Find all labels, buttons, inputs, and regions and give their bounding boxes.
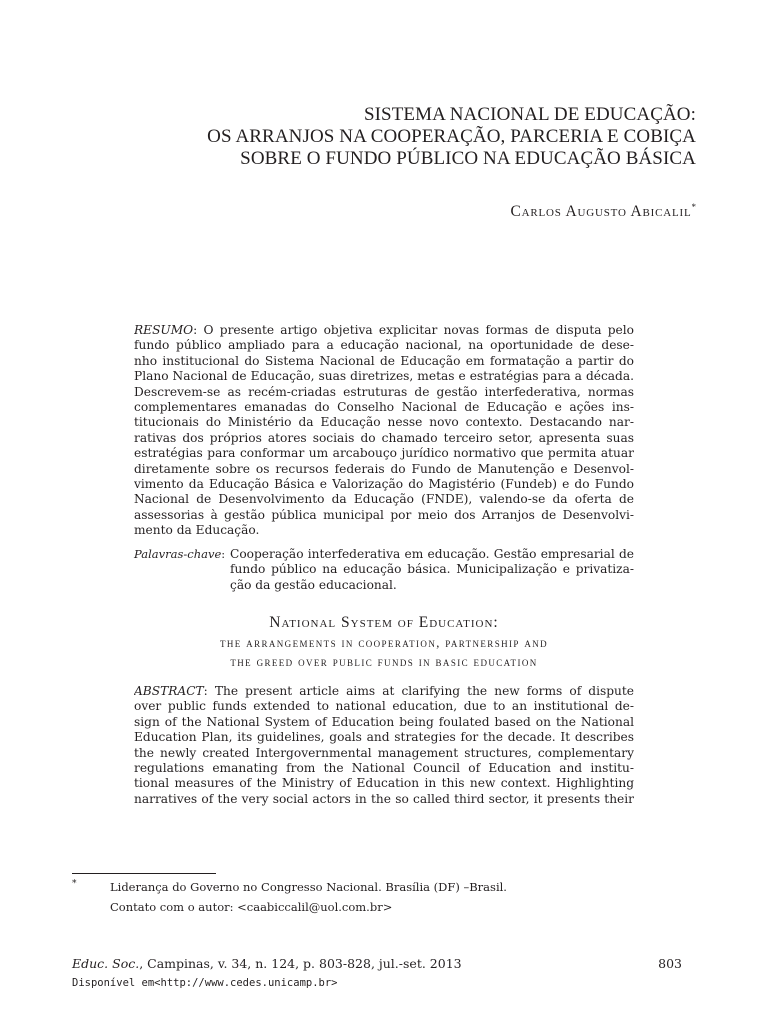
resumo-line-7: titucionais do Ministério da Educação nesse novo contexto. Destacando nar- — [134, 415, 634, 430]
title-line-3: SOBRE O FUNDO PÚBLICO NA EDUCAÇÃO BÁSICA — [240, 148, 696, 169]
resumo-paragraph — [134, 323, 634, 539]
resumo-line-6: complementares emanadas do Conselho Nacional de Educação e ações ins- — [134, 400, 634, 415]
resumo-line-8: rativas dos próprios atores sociais do chamado terceiro setor, apresenta suas — [134, 430, 634, 445]
footnote-divider — [72, 873, 216, 874]
resumo-line-11: vimento da Educação Básica e Valorização do Magistério (Fundeb) e do Fundo — [134, 477, 634, 492]
author-byline — [510, 202, 696, 221]
keywords-lines — [230, 547, 634, 593]
abstract-label: ABSTRACT — [134, 684, 204, 698]
abstract-paragraph — [134, 684, 634, 807]
resumo-line-13: assessorias à gestão pública municipal por meio dos Arranjos de Desenvolvi- — [134, 507, 634, 522]
english-title-line-2: the arrangements in cooperation, partnership and — [219, 636, 549, 650]
abstract-line-3: sign of the National System of Education being foulated based on the National — [134, 714, 634, 729]
keywords-line-2: fundo público na educação básica. Municipalização e privatiza- — [230, 562, 634, 577]
abstract-line — [134, 684, 634, 699]
journal-details: , Campinas, v. 34, n. 124, p. 803-828, jul.-set. 2013 — [139, 956, 462, 971]
resumo-line — [134, 323, 634, 338]
resumo-line-3: nho institucional do Sistema Nacional de Educação em formatação a partir do — [134, 353, 634, 368]
resumo-line-9: estratégias para conformar um arcabouço jurídico normativo que permita atuar — [134, 446, 634, 461]
abstract-line-6: regulations emanating from the National Council of Education and institu- — [134, 761, 634, 776]
resumo-line-12: Nacional de Desenvolvimento da Educação (FNDE), valendo-se da oferta de — [134, 492, 634, 507]
resumo-line-14: mento da Educação. — [134, 523, 260, 538]
footnote-affiliation: Liderança do Governo no Congresso Nacional. Brasília (DF) –Brasil. — [110, 880, 507, 894]
title-line-1: SISTEMA NACIONAL DE EDUCAÇÃO: — [363, 104, 696, 125]
journal-name: Educ. Soc. — [72, 956, 140, 971]
author-footnote-mark: * — [691, 202, 696, 212]
abstract-line-5: the newly created Intergovernmental management structures, complementary — [134, 745, 634, 760]
resumo-line-1: : O presente artigo objetiva explicitar novas formas de disputa pelo — [193, 323, 634, 337]
abstract-line-8: narratives of the very social actors in the so called third sector, it presents their — [134, 791, 634, 806]
abstract-line-4: Education Plan, its guidelines, goals and strategies for the decade. It describes — [134, 730, 634, 745]
abstract-line-2: over public funds extended to national education, due to an institutional de- — [134, 699, 634, 714]
footnote-mark: * — [72, 879, 77, 889]
author-name: Carlos Augusto Abicalil — [510, 203, 692, 221]
resumo-line-4: Plano Nacional de Educação, suas diretrizes, metas e estratégias para a década. — [134, 369, 634, 384]
english-title-line-1: National System of Education: — [269, 614, 499, 631]
abstract-line-7: tional measures of the Ministry of Education in this new context. Highlighting — [134, 776, 634, 791]
resumo-label: RESUMO — [134, 323, 194, 337]
availability-link[interactable]: Disponível em<http://www.cedes.unicamp.br> — [72, 977, 338, 989]
keywords-label: Palavras-chave — [134, 547, 222, 561]
english-title-line-3: the greed over public funds in basic education — [230, 655, 538, 669]
keywords-line-3: ção da gestão educacional. — [230, 577, 397, 592]
page-number: 803 — [658, 956, 682, 971]
keywords-colon: : — [221, 547, 226, 561]
resumo-line-2: fundo público ampliado para a educação nacional, na oportunidade de dese- — [134, 338, 634, 353]
abstract-line-1: : The present article aims at clarifying the new forms of dispute — [203, 684, 634, 698]
resumo-line-5: Descrevem-se as recém-criadas estruturas de gestão interfederativa, normas — [134, 384, 634, 399]
resumo-line-10: diretamente sobre os recursos federais do Fundo de Manutenção e Desenvol- — [134, 461, 634, 476]
footnote-contact: Contato com o autor: <caabiccalil@uol.com.br> — [110, 900, 393, 914]
keywords-line-1: Cooperação interfederativa em educação. Gestão empresarial de — [230, 547, 634, 561]
journal-citation — [72, 956, 462, 971]
keywords-label-wrap — [134, 547, 225, 562]
article-title — [136, 104, 696, 170]
title-line-2: OS ARRANJOS NA COOPERAÇÃO, PARCERIA E COBIÇA — [207, 126, 696, 147]
